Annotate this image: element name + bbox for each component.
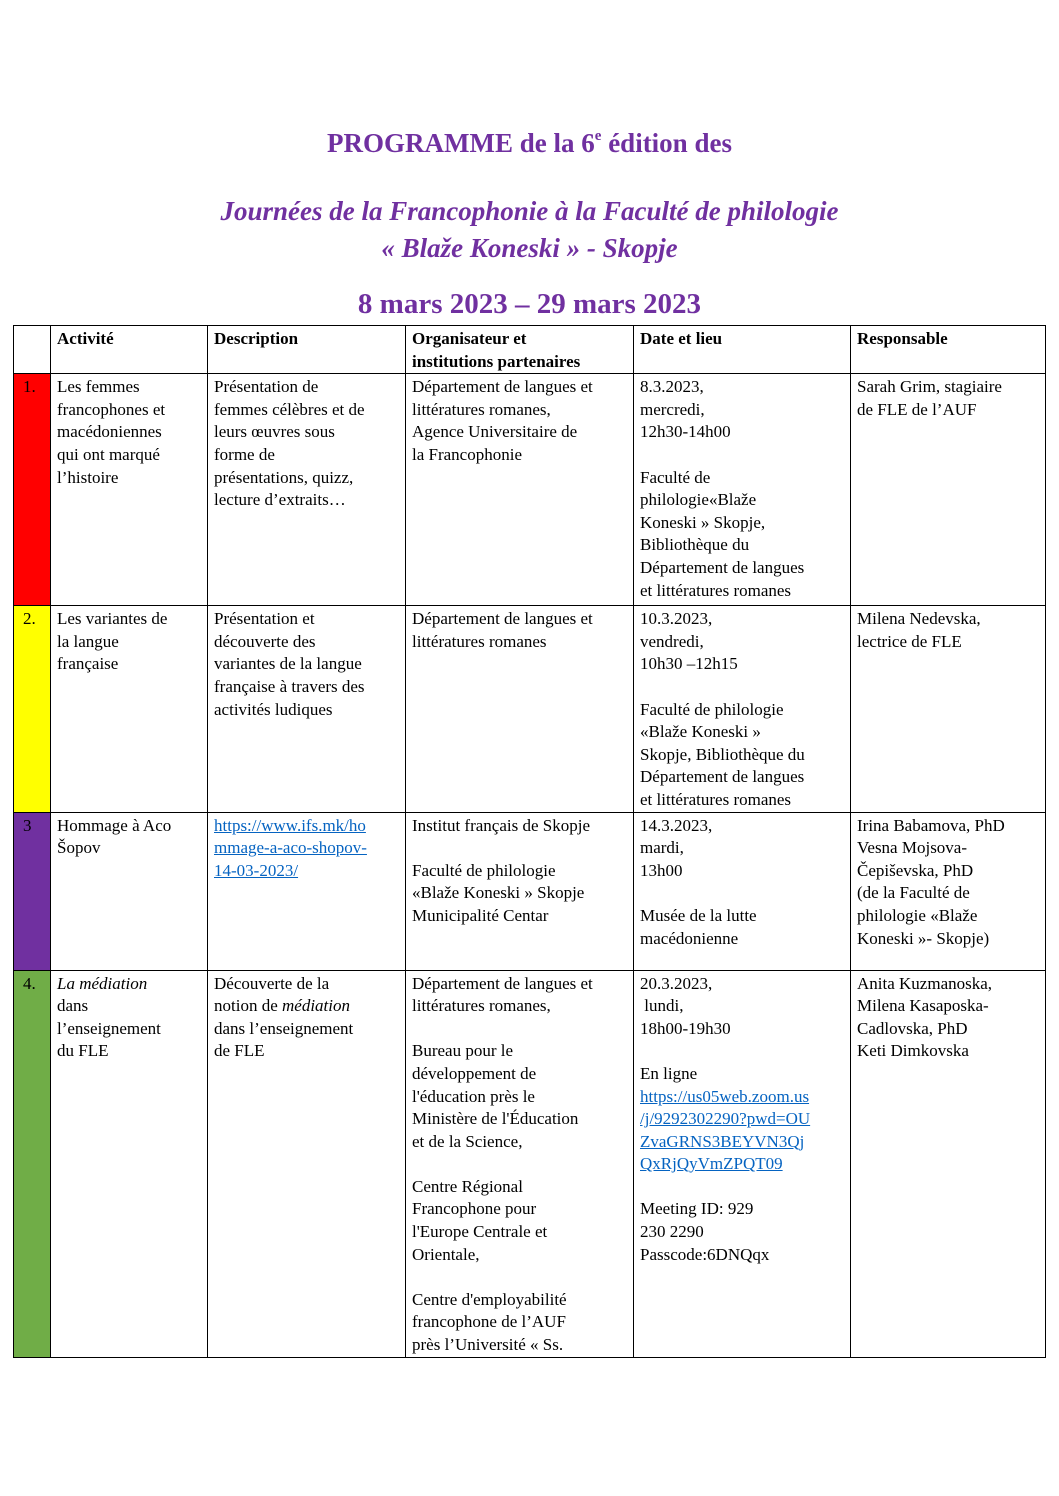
description-cell: Présentation de femmes célèbres et de leurs œuvres sous forme de présentations, quizz, lecture d’extraits…	[208, 374, 406, 606]
organiser-cell: Institut français de Skopje Faculté de philologie «Blaže Koneski » Skopje Municipalité Centar	[406, 812, 634, 970]
table-row	[14, 606, 1046, 812]
activity-cell: Les femmes francophones et macédoniennes qui ont marqué l’histoire	[51, 374, 208, 606]
subtitle-line-1: Journées de la Francophonie à la Faculté de philologie	[220, 196, 839, 226]
title-subtitle	[0, 193, 1059, 267]
responsible-cell: Anita Kuzmanoska, Milena Kasaposka- Cadlovska, PhD Keti Dimkovska	[851, 970, 1046, 1357]
table-row	[14, 812, 1046, 970]
organiser-cell: Département de langues et littératures romanes	[406, 606, 634, 812]
row-number: 4.	[14, 970, 51, 1357]
date-place-cell: 14.3.2023, mardi, 13h00 Musée de la lutte macédonienne	[634, 812, 851, 970]
event-dates: 8 mars 2023 – 29 mars 2023	[357, 288, 702, 320]
hommage-link[interactable]: https://www.ifs.mk/ho mmage-a-aco-shopov- 14-03-2023/	[214, 815, 367, 880]
programme-table	[13, 325, 1046, 1358]
description-cell: Présentation et découverte des variantes de la langue française à travers des activités ludiques	[208, 606, 406, 812]
header-date-lieu: Date et lieu	[634, 326, 851, 374]
zoom-link[interactable]: https://us05web.zoom.us /j/9292302290?pwd=OU ZvaGRNS3BEYVN3Qj QxRjQyVmZPQT09	[640, 1086, 811, 1174]
header-responsable: Responsable	[851, 326, 1046, 374]
responsible-cell: Milena Nedevska, lectrice de FLE	[851, 606, 1046, 812]
description-cell	[208, 812, 406, 970]
activity-cell: La médiation dans l’enseignement du FLE	[51, 970, 208, 1357]
header-activite: Activité	[51, 326, 208, 374]
organiser-cell: Département de langues et littératures romanes, Agence Universitaire de la Francophonie	[406, 374, 634, 606]
date-place-cell: 20.3.2023, lundi, 18h00-19h30 En ligne https://us05web.zoom.us /j/9292302290?pwd=OU ZvaGRNS3BEYVN3Qj QxRjQyVmZPQT09 Meeting ID: 929 230 2290 Passcode:6DNQqx	[634, 970, 851, 1357]
row-number: 1.	[14, 374, 51, 606]
activity-cell: Hommage à Aco Šopov	[51, 812, 208, 970]
table-row	[14, 374, 1046, 606]
date-place-cell: 8.3.2023, mercredi, 12h30-14h00 Faculté de philologie«Blaže Koneski » Skopje, Bibliothèque du Département de langues et littératures romanes	[634, 374, 851, 606]
header-description: Description	[208, 326, 406, 374]
header-number	[14, 326, 51, 374]
organiser-cell: Département de langues et littératures romanes, Bureau pour le développement de l'éducation près le Ministère de l'Éducation et de la Science, Centre Régional Francophone pour l'Europe Centrale et Orientale, Centre d'employabilité francophone de l’AUF près l’Université « Ss.	[406, 970, 634, 1357]
table-row	[14, 970, 1046, 1357]
responsible-cell: Sarah Grim, stagiaire de FLE de l’AUF	[851, 374, 1046, 606]
row-number: 3	[14, 812, 51, 970]
table-header-row	[14, 326, 1046, 374]
row-number: 2.	[14, 606, 51, 812]
description-cell: Découverte de la notion de médiation dans l’enseignement de FLE	[208, 970, 406, 1357]
subtitle-line-2: « Blaže Koneski » - Skopje	[381, 233, 678, 263]
activity-cell: Les variantes de la langue française	[51, 606, 208, 812]
header-organisateur: Organisateur et institutions partenaires	[406, 326, 634, 374]
title-line-1: PROGRAMME de la 6e édition des	[327, 128, 732, 158]
responsible-cell: Irina Babamova, PhD Vesna Mojsova- Čepiševska, PhD (de la Faculté de philologie «Blaže Koneski »- Skopje)	[851, 812, 1046, 970]
date-place-cell: 10.3.2023, vendredi, 10h30 –12h15 Faculté de philologie «Blaže Koneski » Skopje, Bibliothèque du Département de langues et littératures romanes	[634, 606, 851, 812]
